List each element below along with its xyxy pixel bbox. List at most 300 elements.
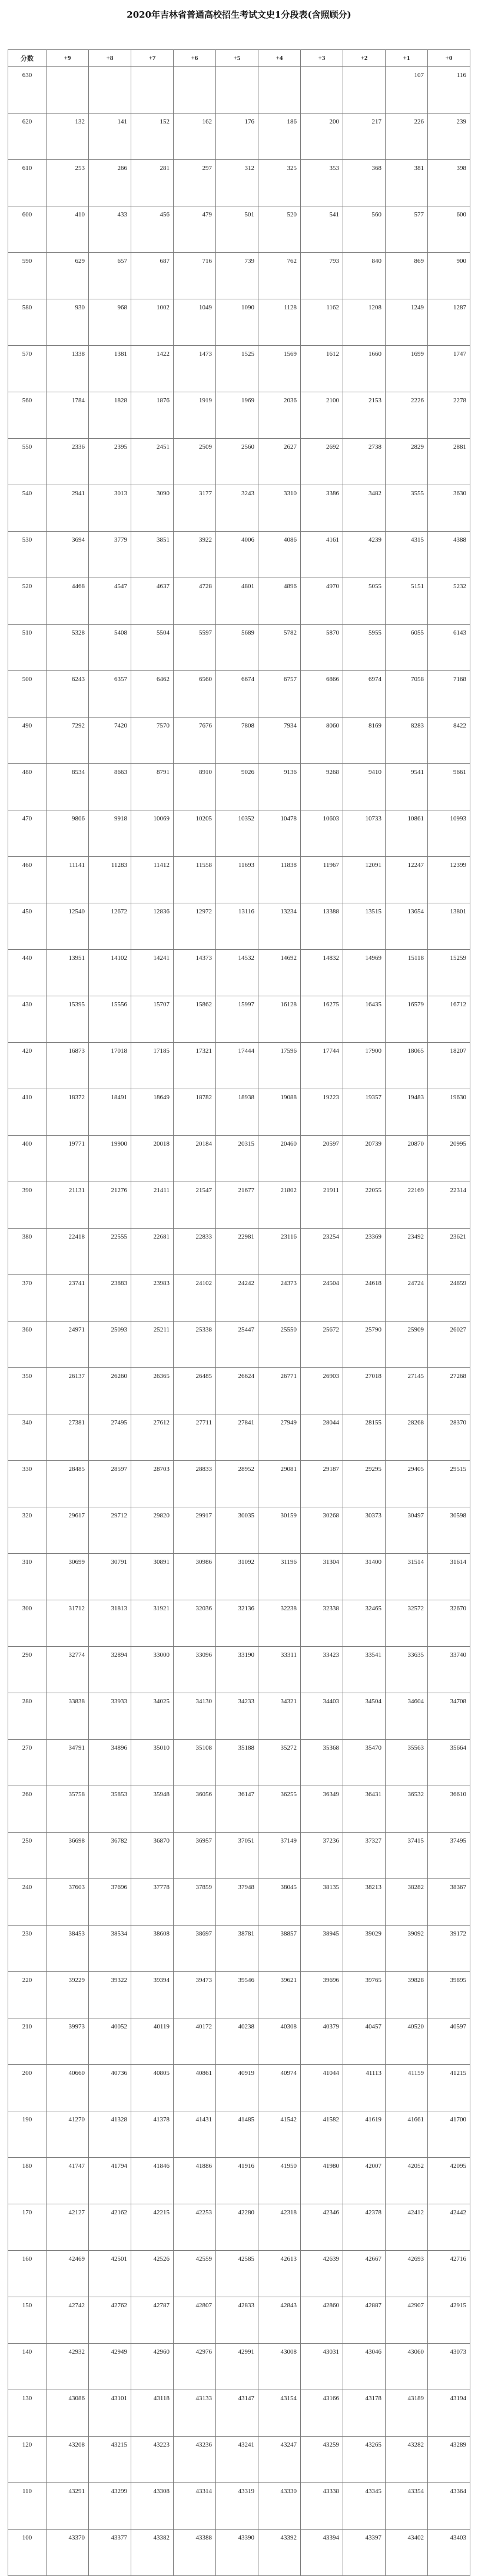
cumulative-count-cell (89, 67, 131, 114)
cumulative-count-cell: 716 (174, 253, 216, 299)
cumulative-count-cell: 40457 (343, 2018, 386, 2065)
cumulative-count-cell: 5870 (301, 625, 343, 671)
cumulative-count-cell: 9410 (343, 764, 386, 810)
cumulative-count-cell: 7676 (174, 718, 216, 764)
score-cell: 280 (8, 1693, 47, 1740)
table-row (8, 950, 470, 996)
cumulative-count-cell: 27268 (428, 1368, 470, 1414)
cumulative-count-cell: 7808 (216, 718, 258, 764)
cumulative-count-cell: 31614 (428, 1554, 470, 1600)
cumulative-count-cell: 43031 (301, 2344, 343, 2390)
cumulative-count-cell: 30791 (89, 1554, 131, 1600)
cumulative-count-cell: 3482 (343, 485, 386, 532)
cumulative-count-cell: 31712 (47, 1600, 89, 1647)
cumulative-count-cell: 42742 (47, 2297, 89, 2344)
cumulative-count-cell: 32036 (174, 1600, 216, 1647)
cumulative-count-cell: 40736 (89, 2065, 131, 2111)
table-row (8, 1229, 470, 1275)
table-row (8, 1414, 470, 1461)
cumulative-count-cell (301, 67, 343, 114)
score-cell: 390 (8, 1182, 47, 1229)
cumulative-count-cell: 35188 (216, 1740, 258, 1786)
cumulative-count-cell: 40052 (89, 2018, 131, 2065)
cumulative-count-cell: 40660 (47, 2065, 89, 2111)
cumulative-count-cell: 9136 (258, 764, 301, 810)
cumulative-count-cell: 25338 (174, 1322, 216, 1368)
cumulative-count-cell: 1162 (301, 299, 343, 346)
cumulative-count-cell: 43101 (89, 2390, 131, 2437)
table-row (8, 1740, 470, 1786)
cumulative-count-cell: 10205 (174, 810, 216, 857)
cumulative-count-cell: 42807 (174, 2297, 216, 2344)
cumulative-count-cell: 26903 (301, 1368, 343, 1414)
cumulative-count-cell: 23492 (386, 1229, 428, 1275)
cumulative-count-cell: 43382 (131, 2530, 174, 2576)
cumulative-count-cell: 41044 (301, 2065, 343, 2111)
cumulative-count-cell: 32338 (301, 1600, 343, 1647)
cumulative-count-cell: 37696 (89, 1879, 131, 1926)
cumulative-count-cell: 37948 (216, 1879, 258, 1926)
cumulative-count-cell: 22055 (343, 1182, 386, 1229)
score-cell: 260 (8, 1786, 47, 1833)
cumulative-count-cell: 1919 (174, 392, 216, 439)
table-row (8, 810, 470, 857)
cumulative-count-cell: 23621 (428, 1229, 470, 1275)
cumulative-count-cell: 43194 (428, 2390, 470, 2437)
score-cell: 480 (8, 764, 47, 810)
cumulative-count-cell: 18938 (216, 1089, 258, 1136)
cumulative-count-cell: 1660 (343, 346, 386, 392)
cumulative-count-cell: 4315 (386, 532, 428, 578)
cumulative-count-cell: 20597 (301, 1136, 343, 1182)
score-cell: 460 (8, 857, 47, 903)
cumulative-count-cell: 35664 (428, 1740, 470, 1786)
cumulative-count-cell: 35563 (386, 1740, 428, 1786)
cumulative-count-cell: 20018 (131, 1136, 174, 1182)
cumulative-count-cell: 5408 (89, 625, 131, 671)
cumulative-count-cell: 38045 (258, 1879, 301, 1926)
cumulative-count-cell: 26137 (47, 1368, 89, 1414)
cumulative-count-cell: 226 (386, 114, 428, 160)
cumulative-count-cell: 43178 (343, 2390, 386, 2437)
cumulative-count-cell: 42412 (386, 2204, 428, 2251)
table-row (8, 1972, 470, 2018)
cumulative-count-cell: 29515 (428, 1461, 470, 1507)
cumulative-count-cell: 30699 (47, 1554, 89, 1600)
cumulative-count-cell: 14241 (131, 950, 174, 996)
score-cell: 400 (8, 1136, 47, 1182)
cumulative-count-cell: 25672 (301, 1322, 343, 1368)
cumulative-count-cell: 42469 (47, 2251, 89, 2297)
cumulative-count-cell: 41542 (258, 2111, 301, 2158)
table-row (8, 2483, 470, 2530)
cumulative-count-cell: 43236 (174, 2437, 216, 2483)
cumulative-count-cell: 24859 (428, 1275, 470, 1322)
cumulative-count-cell: 34604 (386, 1693, 428, 1740)
cumulative-count-cell: 34896 (89, 1740, 131, 1786)
cumulative-count-cell: 4468 (47, 578, 89, 625)
score-cell: 490 (8, 718, 47, 764)
cumulative-count-cell: 36532 (386, 1786, 428, 1833)
cumulative-count-cell: 34321 (258, 1693, 301, 1740)
cumulative-count-cell: 29081 (258, 1461, 301, 1507)
cumulative-count-cell: 14692 (258, 950, 301, 996)
cumulative-count-cell: 968 (89, 299, 131, 346)
cumulative-count-cell: 20739 (343, 1136, 386, 1182)
cumulative-count-cell: 7570 (131, 718, 174, 764)
cumulative-count-cell: 30373 (343, 1507, 386, 1554)
cumulative-count-cell: 43008 (258, 2344, 301, 2390)
cumulative-count-cell: 35758 (47, 1786, 89, 1833)
cumulative-count-cell: 12091 (343, 857, 386, 903)
score-cell: 570 (8, 346, 47, 392)
cumulative-count-cell: 2692 (301, 439, 343, 485)
header-offset: +1 (386, 50, 428, 67)
cumulative-count-cell: 5782 (258, 625, 301, 671)
cumulative-count-cell: 20870 (386, 1136, 428, 1182)
table-row (8, 1275, 470, 1322)
cumulative-count-cell: 22314 (428, 1182, 470, 1229)
cumulative-count-cell: 11693 (216, 857, 258, 903)
cumulative-count-cell: 41619 (343, 2111, 386, 2158)
cumulative-count-cell: 152 (131, 114, 174, 160)
cumulative-count-cell: 325 (258, 160, 301, 206)
cumulative-count-cell: 25550 (258, 1322, 301, 1368)
table-row (8, 1833, 470, 1879)
cumulative-count-cell: 28833 (174, 1461, 216, 1507)
cumulative-count-cell: 21677 (216, 1182, 258, 1229)
cumulative-count-cell: 43394 (301, 2530, 343, 2576)
cumulative-count-cell: 1569 (258, 346, 301, 392)
cumulative-count-cell: 42932 (47, 2344, 89, 2390)
score-distribution-table (8, 49, 470, 2576)
cumulative-count-cell: 34025 (131, 1693, 174, 1740)
cumulative-count-cell: 41159 (386, 2065, 428, 2111)
cumulative-count-cell: 23983 (131, 1275, 174, 1322)
cumulative-count-cell: 21802 (258, 1182, 301, 1229)
header-offset: +5 (216, 50, 258, 67)
cumulative-count-cell: 11141 (47, 857, 89, 903)
cumulative-count-cell: 23369 (343, 1229, 386, 1275)
cumulative-count-cell: 1128 (258, 299, 301, 346)
cumulative-count-cell: 42915 (428, 2297, 470, 2344)
cumulative-count-cell: 687 (131, 253, 174, 299)
cumulative-count-cell: 8663 (89, 764, 131, 810)
cumulative-count-cell: 39546 (216, 1972, 258, 2018)
cumulative-count-cell: 42843 (258, 2297, 301, 2344)
cumulative-count-cell: 17596 (258, 1043, 301, 1089)
cumulative-count-cell: 2941 (47, 485, 89, 532)
cumulative-count-cell: 1828 (89, 392, 131, 439)
score-cell: 290 (8, 1647, 47, 1693)
cumulative-count-cell: 18372 (47, 1089, 89, 1136)
cumulative-count-cell: 869 (386, 253, 428, 299)
cumulative-count-cell: 22555 (89, 1229, 131, 1275)
cumulative-count-cell: 1969 (216, 392, 258, 439)
header-row (8, 50, 470, 67)
cumulative-count-cell: 33000 (131, 1647, 174, 1693)
cumulative-count-cell: 29187 (301, 1461, 343, 1507)
cumulative-count-cell: 41886 (174, 2158, 216, 2204)
cumulative-count-cell: 19771 (47, 1136, 89, 1182)
cumulative-count-cell: 38135 (301, 1879, 343, 1926)
cumulative-count-cell: 43265 (343, 2437, 386, 2483)
cumulative-count-cell: 35368 (301, 1740, 343, 1786)
cumulative-count-cell: 35853 (89, 1786, 131, 1833)
cumulative-count-cell: 26771 (258, 1368, 301, 1414)
table-row (8, 2344, 470, 2390)
table-row (8, 903, 470, 950)
cumulative-count-cell: 41846 (131, 2158, 174, 2204)
cumulative-count-cell: 13116 (216, 903, 258, 950)
cumulative-count-cell: 239 (428, 114, 470, 160)
header-offset: +9 (47, 50, 89, 67)
cumulative-count-cell: 3013 (89, 485, 131, 532)
cumulative-count-cell: 11838 (258, 857, 301, 903)
score-cell: 210 (8, 2018, 47, 2065)
cumulative-count-cell: 33423 (301, 1647, 343, 1693)
cumulative-count-cell: 13234 (258, 903, 301, 950)
cumulative-count-cell: 600 (428, 206, 470, 253)
table-row (8, 1136, 470, 1182)
cumulative-count-cell: 5151 (386, 578, 428, 625)
table-row (8, 485, 470, 532)
cumulative-count-cell: 3555 (386, 485, 428, 532)
table-row (8, 2251, 470, 2297)
cumulative-count-cell: 42860 (301, 2297, 343, 2344)
cumulative-count-cell: 6357 (89, 671, 131, 718)
cumulative-count-cell: 34130 (174, 1693, 216, 1740)
cumulative-count-cell: 2100 (301, 392, 343, 439)
cumulative-count-cell: 39696 (301, 1972, 343, 2018)
cumulative-count-cell: 33311 (258, 1647, 301, 1693)
cumulative-count-cell: 43215 (89, 2437, 131, 2483)
cumulative-count-cell: 560 (343, 206, 386, 253)
cumulative-count-cell: 1612 (301, 346, 343, 392)
cumulative-count-cell: 10861 (386, 810, 428, 857)
cumulative-count-cell: 12972 (174, 903, 216, 950)
cumulative-count-cell: 39322 (89, 1972, 131, 2018)
cumulative-count-cell: 4970 (301, 578, 343, 625)
cumulative-count-cell: 32238 (258, 1600, 301, 1647)
cumulative-count-cell: 40379 (301, 2018, 343, 2065)
cumulative-count-cell (131, 67, 174, 114)
cumulative-count-cell: 1784 (47, 392, 89, 439)
cumulative-count-cell: 43147 (216, 2390, 258, 2437)
table-row (8, 160, 470, 206)
score-cell: 610 (8, 160, 47, 206)
cumulative-count-cell: 33740 (428, 1647, 470, 1693)
cumulative-count-cell: 15997 (216, 996, 258, 1043)
cumulative-count-cell: 186 (258, 114, 301, 160)
cumulative-count-cell: 116 (428, 67, 470, 114)
cumulative-count-cell: 37495 (428, 1833, 470, 1879)
cumulative-count-cell: 930 (47, 299, 89, 346)
cumulative-count-cell: 217 (343, 114, 386, 160)
cumulative-count-cell: 18207 (428, 1043, 470, 1089)
cumulative-count-cell: 25790 (343, 1322, 386, 1368)
table-row (8, 2204, 470, 2251)
cumulative-count-cell: 6462 (131, 671, 174, 718)
table-row (8, 1182, 470, 1229)
cumulative-count-cell: 41215 (428, 2065, 470, 2111)
cumulative-count-cell: 41378 (131, 2111, 174, 2158)
cumulative-count-cell: 43319 (216, 2483, 258, 2530)
cumulative-count-cell: 31196 (258, 1554, 301, 1600)
cumulative-count-cell: 27841 (216, 1414, 258, 1461)
cumulative-count-cell: 19483 (386, 1089, 428, 1136)
cumulative-count-cell: 43403 (428, 2530, 470, 2576)
score-cell: 520 (8, 578, 47, 625)
cumulative-count-cell: 15707 (131, 996, 174, 1043)
cumulative-count-cell: 9541 (386, 764, 428, 810)
cumulative-count-cell: 21911 (301, 1182, 343, 1229)
cumulative-count-cell: 42887 (343, 2297, 386, 2344)
cumulative-count-cell: 37778 (131, 1879, 174, 1926)
cumulative-count-cell: 38213 (343, 1879, 386, 1926)
cumulative-count-cell (47, 67, 89, 114)
cumulative-count-cell: 42667 (343, 2251, 386, 2297)
cumulative-count-cell: 41700 (428, 2111, 470, 2158)
cumulative-count-cell: 5504 (131, 625, 174, 671)
cumulative-count-cell: 5955 (343, 625, 386, 671)
cumulative-count-cell: 18065 (386, 1043, 428, 1089)
cumulative-count-cell: 42833 (216, 2297, 258, 2344)
cumulative-count-cell: 27949 (258, 1414, 301, 1461)
score-cell: 180 (8, 2158, 47, 2204)
cumulative-count-cell: 10993 (428, 810, 470, 857)
cumulative-count-cell: 456 (131, 206, 174, 253)
cumulative-count-cell: 12836 (131, 903, 174, 950)
cumulative-count-cell: 17018 (89, 1043, 131, 1089)
cumulative-count-cell: 19900 (89, 1136, 131, 1182)
cumulative-count-cell: 2451 (131, 439, 174, 485)
cumulative-count-cell: 43073 (428, 2344, 470, 2390)
cumulative-count-cell: 36255 (258, 1786, 301, 1833)
cumulative-count-cell: 42280 (216, 2204, 258, 2251)
cumulative-count-cell: 42162 (89, 2204, 131, 2251)
table-row (8, 1089, 470, 1136)
cumulative-count-cell: 2829 (386, 439, 428, 485)
cumulative-count-cell: 762 (258, 253, 301, 299)
cumulative-count-cell: 43314 (174, 2483, 216, 2530)
table-row (8, 1926, 470, 1972)
cumulative-count-cell: 28952 (216, 1461, 258, 1507)
score-cell: 580 (8, 299, 47, 346)
cumulative-count-cell: 42318 (258, 2204, 301, 2251)
cumulative-count-cell: 30035 (216, 1507, 258, 1554)
table-row (8, 1322, 470, 1368)
table-row (8, 67, 470, 114)
cumulative-count-cell: 37149 (258, 1833, 301, 1879)
cumulative-count-cell: 36056 (174, 1786, 216, 1833)
cumulative-count-cell: 40974 (258, 2065, 301, 2111)
cumulative-count-cell: 38697 (174, 1926, 216, 1972)
cumulative-count-cell: 30268 (301, 1507, 343, 1554)
cumulative-count-cell: 1208 (343, 299, 386, 346)
cumulative-count-cell: 1090 (216, 299, 258, 346)
cumulative-count-cell: 40119 (131, 2018, 174, 2065)
table-row (8, 1600, 470, 1647)
cumulative-count-cell: 43397 (343, 2530, 386, 2576)
cumulative-count-cell: 40520 (386, 2018, 428, 2065)
cumulative-count-cell: 39029 (343, 1926, 386, 1972)
score-cell: 510 (8, 625, 47, 671)
cumulative-count-cell: 21411 (131, 1182, 174, 1229)
cumulative-count-cell: 42960 (131, 2344, 174, 2390)
cumulative-count-cell: 3310 (258, 485, 301, 532)
cumulative-count-cell: 29917 (174, 1507, 216, 1554)
score-cell: 200 (8, 2065, 47, 2111)
cumulative-count-cell: 7292 (47, 718, 89, 764)
cumulative-count-cell: 42253 (174, 2204, 216, 2251)
cumulative-count-cell: 35272 (258, 1740, 301, 1786)
cumulative-count-cell: 20995 (428, 1136, 470, 1182)
cumulative-count-cell: 353 (301, 160, 343, 206)
cumulative-count-cell: 41113 (343, 2065, 386, 2111)
cumulative-count-cell: 43390 (216, 2530, 258, 2576)
header-offset: +3 (301, 50, 343, 67)
table-row (8, 253, 470, 299)
cumulative-count-cell: 28268 (386, 1414, 428, 1461)
header-score: 分数 (8, 50, 47, 67)
cumulative-count-cell: 13654 (386, 903, 428, 950)
cumulative-count-cell: 39172 (428, 1926, 470, 1972)
score-cell: 170 (8, 2204, 47, 2251)
cumulative-count-cell: 18782 (174, 1089, 216, 1136)
cumulative-count-cell: 14102 (89, 950, 131, 996)
cumulative-count-cell: 433 (89, 206, 131, 253)
score-cell: 530 (8, 532, 47, 578)
cumulative-count-cell: 36431 (343, 1786, 386, 1833)
cumulative-count-cell: 30159 (258, 1507, 301, 1554)
cumulative-count-cell: 793 (301, 253, 343, 299)
cumulative-count-cell: 501 (216, 206, 258, 253)
cumulative-count-cell: 40172 (174, 2018, 216, 2065)
cumulative-count-cell: 36782 (89, 1833, 131, 1879)
cumulative-count-cell: 40597 (428, 2018, 470, 2065)
cumulative-count-cell: 21276 (89, 1182, 131, 1229)
cumulative-count-cell: 37859 (174, 1879, 216, 1926)
cumulative-count-cell: 42052 (386, 2158, 428, 2204)
cumulative-count-cell: 29820 (131, 1507, 174, 1554)
cumulative-count-cell: 42907 (386, 2297, 428, 2344)
cumulative-count-cell: 12540 (47, 903, 89, 950)
cumulative-count-cell: 30891 (131, 1554, 174, 1600)
cumulative-count-cell: 29295 (343, 1461, 386, 1507)
cumulative-count-cell: 1338 (47, 346, 89, 392)
cumulative-count-cell: 36349 (301, 1786, 343, 1833)
cumulative-count-cell: 7420 (89, 718, 131, 764)
cumulative-count-cell: 33190 (216, 1647, 258, 1693)
cumulative-count-cell: 41582 (301, 2111, 343, 2158)
cumulative-count-cell: 381 (386, 160, 428, 206)
cumulative-count-cell: 42442 (428, 2204, 470, 2251)
cumulative-count-cell: 20184 (174, 1136, 216, 1182)
cumulative-count-cell: 27612 (131, 1414, 174, 1461)
cumulative-count-cell: 3630 (428, 485, 470, 532)
cumulative-count-cell: 33635 (386, 1647, 428, 1693)
score-cell: 410 (8, 1089, 47, 1136)
cumulative-count-cell: 42215 (131, 2204, 174, 2251)
table-row (8, 2065, 470, 2111)
cumulative-count-cell: 39394 (131, 1972, 174, 2018)
cumulative-count-cell: 43086 (47, 2390, 89, 2437)
cumulative-count-cell: 37327 (343, 1833, 386, 1879)
cumulative-count-cell: 9806 (47, 810, 89, 857)
table-row (8, 996, 470, 1043)
score-cell: 300 (8, 1600, 47, 1647)
